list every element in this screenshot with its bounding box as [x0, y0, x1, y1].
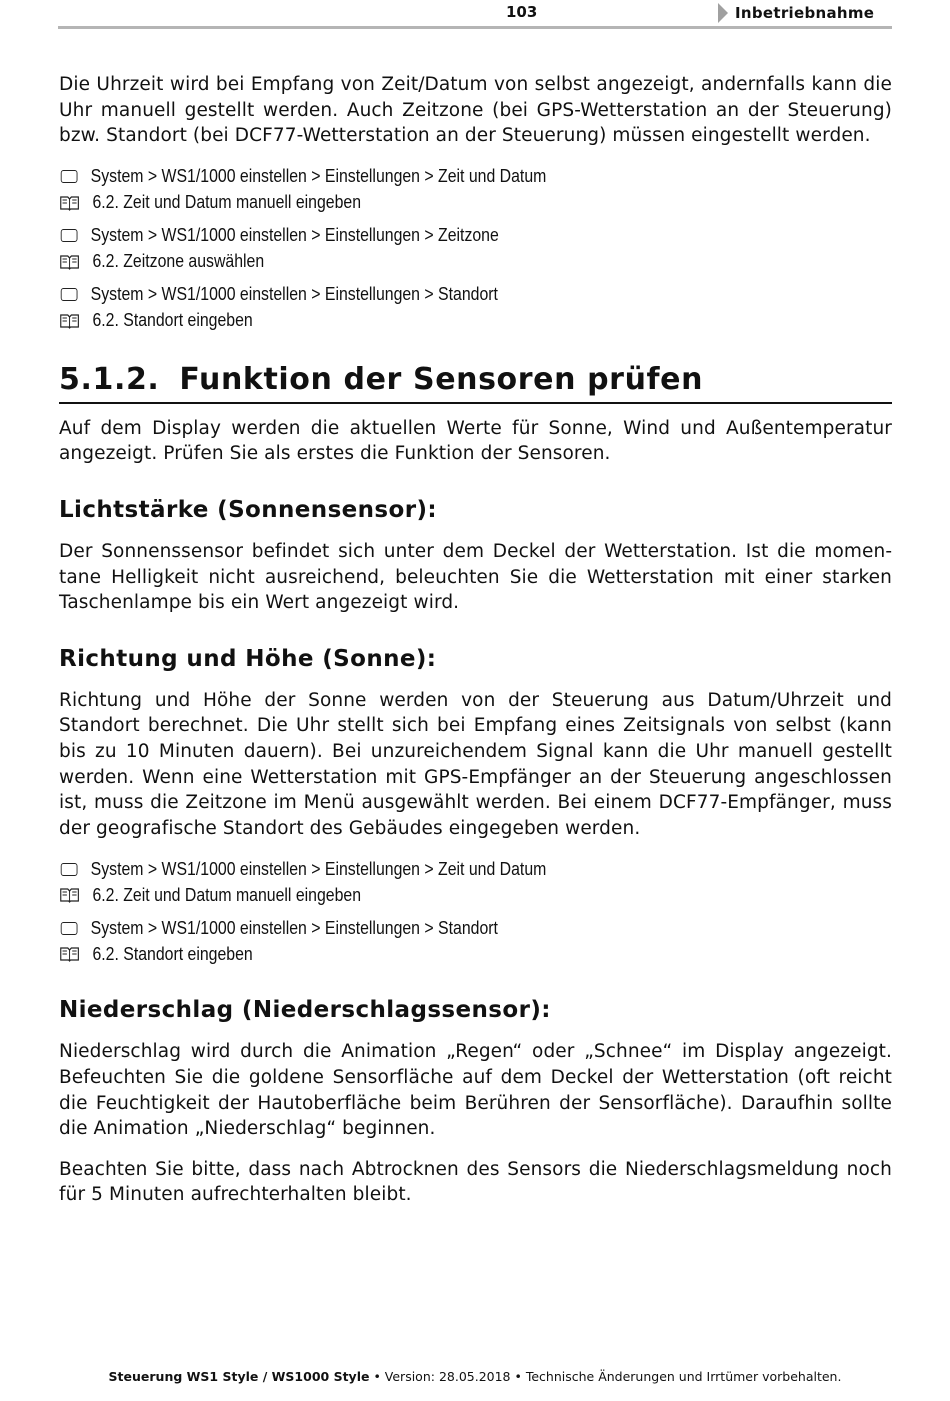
reference-text: 6.2. Standort eingeben [92, 310, 253, 331]
header-section-name: Inbetriebnahme [735, 4, 875, 22]
menu-path-text: System > WS1/1000 einstellen > Einstellungen > Zeit und Datum [90, 858, 547, 879]
page-header [58, 0, 892, 29]
reference-text: 6.2. Zeit und Datum manuell eingeben [92, 192, 362, 213]
sun-paragraph: Richtung und Höhe der Sonne werden von der Steuerung aus Datum/Uhrzeit und Standort berechnet. Die Uhr stellt sich bei Empfang eines Zeitsignals von selbst (kann bis zu 10 Minuten dauern). Bei unzureichendem Signal kann die Uhr manuell gestellt werden. Wenn eine Wetterstation mit GPS-Empfänger an der Steuerung angeschlossen ist, muss die Zeitzone im Menü ausgewählt werden. Bei einem DCF77-Empfänger, muss der geografische Standort des Gebäudes eingegeben werden. [59, 689, 892, 839]
menu-path [59, 856, 792, 882]
intro-links [59, 164, 892, 334]
book-icon [59, 254, 80, 270]
menu-path-text: System > WS1/1000 einstellen > Einstellungen > Zeitzone [90, 225, 499, 246]
menu-path [59, 915, 792, 941]
light-paragraph: Der Sonnenssensor befindet sich unter dem Deckel der Wetterstation. Ist die momentane Helligkeit nicht ausreichend, beleuchten Sie die Wetterstation mit einer starken Taschenlampe bis ein Wert angezeigt wird. [59, 540, 892, 614]
menu-path [59, 164, 792, 190]
menu-path-icon [61, 863, 78, 876]
rain-paragraph-2: Beachten Sie bitte, dass nach Abtrocknen des Sensors die Niederschlagsmeldung noch für 5 Minuten aufrechterhalten bleibt. [59, 1158, 892, 1206]
reference-text: 6.2. Standort eingeben [92, 943, 253, 964]
footer-version: • Version: 28.05.2018 • Technische Änderungen und Irrtümer vorbehalten. [369, 1369, 842, 1384]
reference-link[interactable] [59, 882, 792, 908]
book-icon [59, 313, 80, 329]
reference-text: 6.2. Zeitzone auswählen [92, 251, 265, 272]
reference-text: 6.2. Zeit und Datum manuell eingeben [92, 884, 362, 905]
menu-path-text: System > WS1/1000 einstellen > Einstellungen > Standort [90, 284, 498, 305]
light-heading: Lichtstärke (Sonnensensor): [59, 496, 437, 523]
section-heading [59, 360, 892, 404]
triangle-marker-icon [718, 3, 728, 23]
menu-path [59, 223, 792, 249]
book-icon [59, 887, 80, 903]
reference-link[interactable] [59, 249, 792, 275]
reference-link[interactable] [59, 190, 792, 216]
rain-heading: Niederschlag (Niederschlagssensor): [59, 997, 551, 1024]
page-content [59, 72, 892, 1208]
section-number: 5.1.2. [59, 361, 160, 397]
menu-path-text: System > WS1/1000 einstellen > Einstellungen > Standort [90, 917, 498, 938]
page-footer [0, 1369, 950, 1384]
section-marker [718, 2, 874, 24]
menu-path-text: System > WS1/1000 einstellen > Einstellungen > Zeit und Datum [90, 166, 547, 187]
sun-heading: Richtung und Höhe (Sonne): [59, 645, 437, 672]
rain-paragraph-1: Niederschlag wird durch die Animation „Regen“ oder „Schnee“ im Display angezeigt. Befeuchten Sie die goldene Sensorfläche auf dem Deckel der Wetterstation (oft reicht die Feuchtigkeit der Hautoberfläche beim Berühren der Sensorfläche). Daraufhin sollte die Animation „Niederschlag“ beginnen. [59, 1041, 892, 1140]
reference-link[interactable] [59, 308, 792, 334]
menu-path-icon [61, 288, 78, 301]
page-number: 103 [506, 3, 538, 21]
menu-path-icon [61, 170, 78, 183]
section-title: Funktion der Sensoren prüfen [179, 361, 704, 397]
menu-path-icon [61, 229, 78, 242]
book-icon [59, 195, 80, 211]
section-intro-paragraph: Auf dem Display werden die aktuellen Werte für Sonne, Wind und Außentemperatur angezeigt. Prüfen Sie als erstes die Funktion der Sensoren. [59, 417, 892, 465]
sun-links [59, 856, 892, 967]
intro-paragraph: Die Uhrzeit wird bei Empfang von Zeit/Datum von selbst angezeigt, andernfalls kann die Uhr manuell gestellt werden. Auch Zeitzone (bei GPS-Wetterstation an der Steuerung) bzw. Standort (bei DCF77-Wetterstation an der Steuerung) müssen eingestellt werden. [59, 74, 892, 147]
menu-path-icon [61, 922, 78, 935]
book-icon [59, 946, 80, 962]
menu-path [59, 282, 792, 308]
footer-product: Steuerung WS1 Style / WS1000 Style [108, 1369, 370, 1384]
reference-link[interactable] [59, 941, 792, 967]
